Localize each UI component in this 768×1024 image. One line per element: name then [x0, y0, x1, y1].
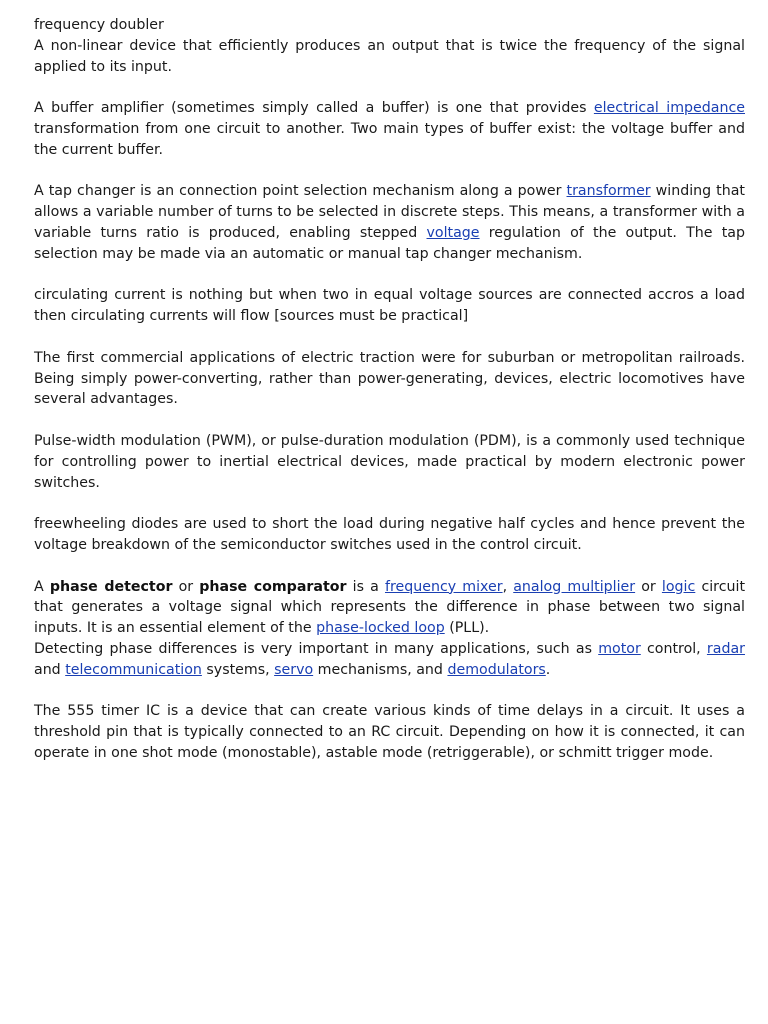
text-span: Detecting phase differences is very important in many applications, such as — [34, 640, 599, 657]
text-span: mechanisms, and — [313, 661, 448, 678]
spacer — [34, 410, 745, 431]
paragraph-freewheeling-diodes: freewheeling diodes are used to short the load during negative half cycles and hence prevent the voltage breakdown of the semiconductor switches used in the control circuit. — [34, 516, 745, 553]
link-frequency-mixer[interactable]: frequency mixer — [384, 578, 503, 595]
paragraph-pwm: Pulse-width modulation (PWM), or pulse-duration modulation (PDM), is a commonly used technique for controlling power to inertial electrical devices, made practical by modern electronic power switches. — [34, 432, 745, 491]
text-span: winding that allows a variable number of turns to be selected in discrete steps. This means, a transformer with a variable turns ratio is produced, enabling stepped — [34, 183, 745, 241]
text-span: . — [545, 661, 551, 678]
text-span: A tap changer is an connection point selection mechanism along a power — [34, 183, 567, 200]
link-logic[interactable]: logic — [661, 578, 696, 595]
spacer — [34, 493, 745, 514]
text-span: or — [172, 578, 200, 595]
link-phase-locked-loop[interactable]: phase-locked loop — [316, 620, 445, 637]
link-transformer[interactable]: transformer — [566, 183, 651, 200]
paragraph-buffer-amplifier — [34, 98, 745, 160]
document-body — [34, 15, 745, 764]
paragraph-phase-differences — [34, 639, 745, 681]
text-span: control, — [640, 640, 707, 657]
text-span: circuit that generates a voltage signal which represents the difference in phase between two signal inputs. It is an essential element of the — [34, 578, 746, 637]
link-analog-multiplier[interactable]: analog multiplier — [513, 578, 636, 595]
text-span: regulation of the output. The tap selection may be made via an automatic or manual tap changer mechanism. — [34, 224, 745, 262]
spacer — [34, 77, 745, 98]
term-phase-detector: phase detector — [49, 578, 173, 595]
spacer — [34, 681, 745, 702]
text-span: A — [34, 578, 50, 595]
text-span: or — [635, 578, 662, 595]
term-phase-comparator: phase comparator — [199, 578, 347, 595]
link-radar[interactable]: radar — [706, 640, 745, 657]
link-motor[interactable]: motor — [598, 640, 641, 657]
text-span: systems, — [201, 661, 275, 678]
paragraph-phase-detector — [34, 577, 745, 639]
text-span: , — [502, 578, 514, 595]
link-voltage[interactable]: voltage — [426, 224, 480, 241]
text-span: A buffer amplifier (sometimes simply called a buffer) is one that provides — [34, 100, 594, 117]
link-telecommunication[interactable]: telecommunication — [65, 661, 202, 678]
paragraph-electric-traction: The first commercial applications of electric traction were for suburban or metropolitan railroads. Being simply power-converting, rather than power-generating, devices, electric locomotives have several advantages. — [34, 349, 745, 408]
spacer — [34, 265, 745, 286]
spacer — [34, 327, 745, 348]
text-span: transformation from one circuit to another. Two main types of buffer exist: the voltage buffer and the current buffer. — [34, 120, 745, 158]
link-servo[interactable]: servo — [274, 661, 314, 678]
paragraph-frequency-doubler: A non-linear device that efficiently produces an output that is twice the frequency of the signal applied to its input. — [34, 37, 745, 75]
spacer — [34, 556, 745, 577]
paragraph-555-timer: The 555 timer IC is a device that can create various kinds of time delays in a circuit. It uses a threshold pin that is typically connected to an RC circuit. Depending on how it is connected, it can operate in one shot mode (monostable), astable mode (retriggerable), or schmitt trigger mode. — [34, 703, 745, 761]
heading-frequency-doubler: frequency doubler — [34, 17, 164, 33]
link-demodulators[interactable]: demodulators — [447, 661, 546, 678]
link-electrical-impedance[interactable]: electrical impedance — [593, 100, 745, 117]
paragraph-tap-changer — [34, 181, 745, 264]
text-span: (PLL). — [444, 620, 490, 637]
text-span: and — [34, 661, 66, 678]
paragraph-circulating-current: circulating current is nothing but when two in equal voltage sources are connected accros a load then circulating currents will flow [sources must be practical] — [34, 287, 745, 325]
spacer — [34, 161, 745, 182]
text-span: is a — [346, 578, 385, 595]
